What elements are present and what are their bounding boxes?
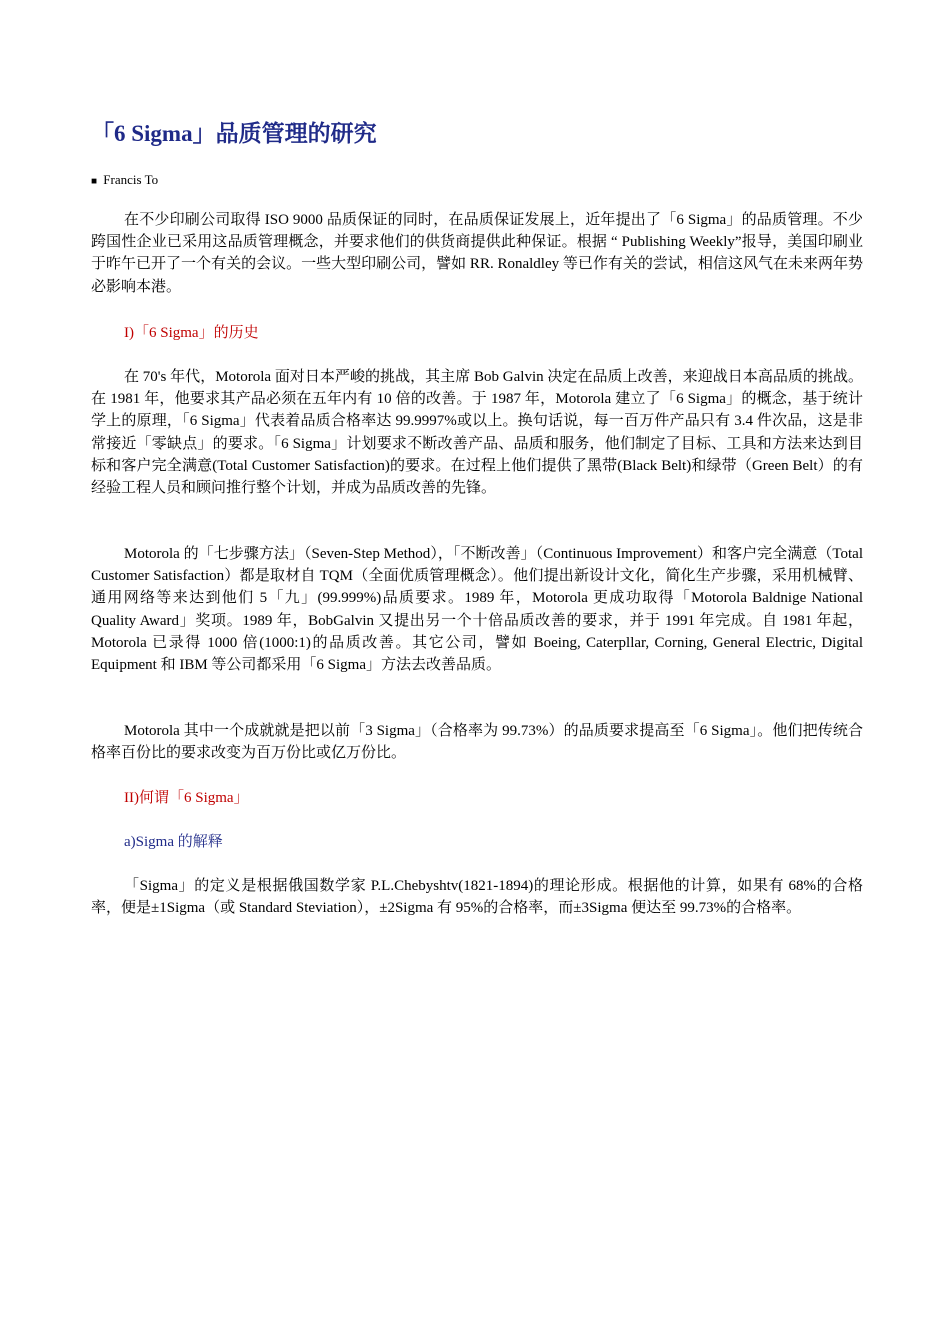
history-paragraph-3: Motorola 其中一个成就就是把以前「3 Sigma」（合格率为 99.73%）的品质要求提高至「6 Sigma」。他们把传统合格率百份比的要求改变为百万份比或亿万份比。	[91, 723, 863, 762]
author-name: Francis To	[103, 172, 159, 187]
section-heading-history: I)「6 Sigma」的历史	[124, 325, 259, 341]
author-line	[91, 171, 158, 191]
page-title: 「6 Sigma」品质管理的研究	[91, 121, 377, 146]
section-heading-what: II)何谓「6 Sigma」	[124, 790, 249, 806]
intro-paragraph: 在不少印刷公司取得 ISO 9000 品质保证的同时，在品质保证发展上，近年提出了「6 Sigma」的品质管理。不少跨国性企业已采用这品质管理概念，并要求他们的供货商提供此种保证。根据 “ Publishing Weekly”报导，美国印刷业于昨午已开了一个有关的会议。一些大型印刷公司，譬如 RR. Ronaldley 等已作有关的尝试，相信这风气在未来两年势必影响本港。	[91, 212, 863, 295]
history-paragraph-2: Motorola 的「七步骤方法」（Seven-Step Method），「不断改善」（Continuous Improvement）和客户完全满意（Total Customer Satisfaction）都是取材自 TQM（全面优质管理概念）。他们提出新设计文化，简化生产步骤，采用机械臂、通用网络等来达到他们 5「九」(99.999%)品质要求。1989 年，Motorola 更成功取得「Motorola Baldnige National Quality Award」奖项。1989 年，BobGalvin 又提出另一个十倍品质改善的要求，并于 1991 年完成。自 1981 年起，Motorola 已录得 1000 倍(1000:1)的品质改善。其它公司，譬如 Boeing, Caterpllar, Corning, General Electric, Digital Equipment 和 IBM 等公司都采用「6 Sigma」方法去改善品质。	[91, 546, 863, 674]
bullet-icon: ■	[91, 176, 98, 187]
subsection-heading-sigma: a)Sigma 的解释	[124, 834, 223, 850]
history-paragraph-1: 在 70's 年代，Motorola 面对日本严峻的挑战，其主席 Bob Galvin 决定在品质上改善，来迎战日本高品质的挑战。在 1981 年，他要求其产品必须在五年内有 10 倍的改善。于 1987 年，Motorola 建立了「6 Sigma」的概念，基于统计学上的原理，「6 Sigma」代表着品质合格率达 99.9997%或以上。换句话说，每一百万件产品只有 3.4 件次品，这是非常接近「零缺点」的要求。「6 Sigma」计划要求不断改善产品、品质和服务，他们制定了目标、工具和方法来达到目标和客户完全满意(Total Customer Satisfaction)的要求。在过程上他们提供了黑带(Black Belt)和绿带（Green Belt）的有经验工程人员和顾问推行整个计划，并成为品质改善的先锋。	[91, 369, 863, 497]
sigma-paragraph: 「Sigma」的定义是根据俄国数学家 P.L.Chebyshtv(1821-1894)的理论形成。根据他的计算，如果有 68%的合格率，便是±1Sigma（或 Standard Steviation），±2Sigma 有 95%的合格率，而±3Sigma 便达至 99.73%的合格率。	[91, 878, 863, 917]
